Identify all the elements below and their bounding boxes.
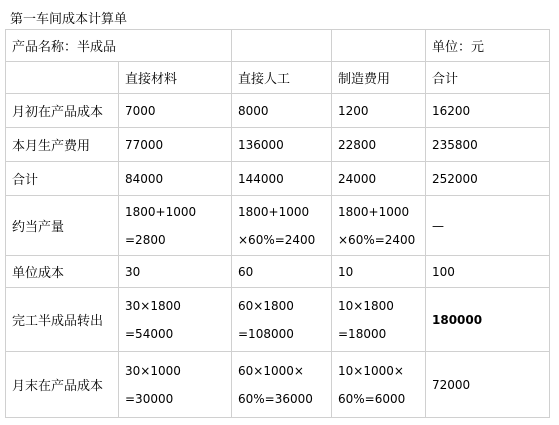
cell-line: 60 [238, 264, 254, 279]
table-row [6, 352, 550, 418]
cell-line: 77000 [125, 137, 164, 152]
cell-line: 1200 [338, 103, 369, 118]
table-cell [232, 196, 332, 256]
cell-line: 144000 [238, 171, 284, 186]
table-cell [119, 94, 232, 128]
cell-line: 22800 [338, 137, 377, 152]
cell-line: 7000 [125, 103, 156, 118]
cell-line: 10×1800 [338, 298, 394, 313]
cell-line: 8000 [238, 103, 269, 118]
table-cell [119, 162, 232, 196]
table-cell [332, 128, 426, 162]
cell-line: ×60%=2400 [238, 232, 316, 247]
table-cell [426, 288, 550, 352]
table-cell [232, 162, 332, 196]
cell-line: 1800+1000 [125, 204, 197, 219]
row-label: 约当产量 [6, 196, 119, 256]
table-cell [426, 196, 550, 256]
table-cell [232, 128, 332, 162]
cell-line: 10×1000× [338, 363, 404, 378]
column-header [6, 62, 119, 94]
row-label: 本月生产费用 [6, 128, 119, 162]
column-header: 直接人工 [232, 62, 332, 94]
table-cell [232, 288, 332, 352]
cell-line: 1800+1000 [238, 204, 310, 219]
cell-line: 235800 [432, 137, 478, 152]
cell-line: 60×1800 [238, 298, 294, 313]
cell-line: 30×1800 [125, 298, 181, 313]
cell-line: 60%=36000 [238, 391, 313, 406]
table-cell [426, 94, 550, 128]
cell-line: =2800 [125, 232, 166, 247]
table-cell [426, 256, 550, 288]
cell-line: 10 [338, 264, 354, 279]
table-row [6, 288, 550, 352]
row-label: 月末在产品成本 [6, 352, 119, 418]
table-cell [332, 256, 426, 288]
table-cell [119, 352, 232, 418]
cell-line: 180000 [432, 312, 483, 327]
table-cell [332, 288, 426, 352]
cell-line: 30×1000 [125, 363, 181, 378]
table-cell [232, 94, 332, 128]
cell-line: 30 [125, 264, 141, 279]
cell-line: 60%=6000 [338, 391, 406, 406]
table-cell [332, 352, 426, 418]
cell-line: 72000 [432, 377, 471, 392]
table-cell [119, 128, 232, 162]
table-cell [332, 162, 426, 196]
cell-line: 100 [432, 264, 455, 279]
column-header: 制造费用 [332, 62, 426, 94]
table-cell [426, 162, 550, 196]
table-cell [119, 256, 232, 288]
column-header: 直接材料 [119, 62, 232, 94]
table-cell [119, 288, 232, 352]
cost-table [5, 29, 550, 418]
table-cell [426, 352, 550, 418]
table-cell [332, 94, 426, 128]
cell-line: 84000 [125, 171, 164, 186]
column-header: 合计 [426, 62, 550, 94]
cell-line: 136000 [238, 137, 284, 152]
row-label: 完工半成品转出 [6, 288, 119, 352]
table-row [6, 256, 550, 288]
table-cell [332, 196, 426, 256]
row-label: 合计 [6, 162, 119, 196]
cell-line: — [432, 218, 444, 233]
table-cell [232, 256, 332, 288]
table-cell [426, 128, 550, 162]
cell-line: =18000 [338, 326, 387, 341]
cell-line: 1800+1000 [338, 204, 410, 219]
cell-line: =108000 [238, 326, 294, 341]
cell-line: 252000 [432, 171, 478, 186]
table-cell [119, 196, 232, 256]
table-row [6, 128, 550, 162]
product-name-label: 产品名称：半成品 [6, 30, 232, 62]
cell-line: 60×1000× [238, 363, 304, 378]
unit-label: 单位：元 [426, 30, 550, 62]
table-cell [232, 352, 332, 418]
empty-cell [332, 30, 426, 62]
cell-line: 16200 [432, 103, 471, 118]
document-title: 第一车间成本计算单 [10, 12, 128, 27]
cell-line: ×60%=2400 [338, 232, 416, 247]
cell-line: =54000 [125, 326, 174, 341]
empty-cell [232, 30, 332, 62]
table-row [6, 162, 550, 196]
cell-line: =30000 [125, 391, 174, 406]
table-body [6, 94, 550, 418]
table-row [6, 196, 550, 256]
row-label: 单位成本 [6, 256, 119, 288]
cell-line: 24000 [338, 171, 377, 186]
column-header-row [6, 62, 550, 94]
product-info-row [6, 30, 550, 62]
table-row [6, 94, 550, 128]
row-label: 月初在产品成本 [6, 94, 119, 128]
